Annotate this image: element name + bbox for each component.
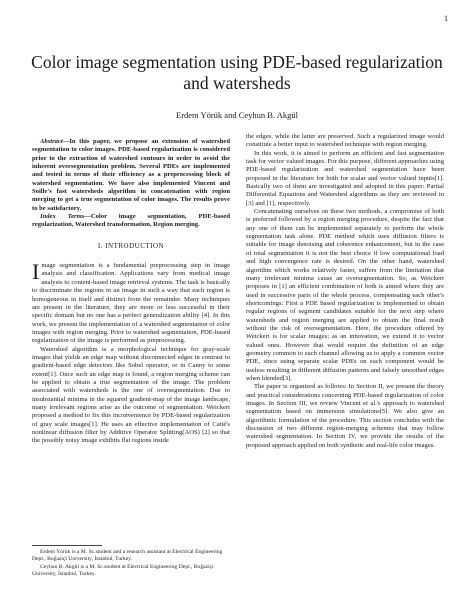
footnote-divider: [32, 545, 102, 546]
index-terms: [32, 213, 230, 230]
footnote: Erdem Yörük is a M. Sc.student and a research assistant at Electrical Engineering Dept., Boğaziçi University, İstanbul, Turkey.: [32, 549, 223, 562]
body-paragraph: Concatenating ourselves on these two methods, a compromise of both is preferred followed by a region merging procedure, despite the fact that any one of them can be implemented separately to perform the whole segmentation task alone. PDE method which uses diffusion filters is suitable for image denoising and coherence enhancement, but in the case of total segmentation it is not the best choice if low computational load and high convergence rate is desired. On the other hand, watershed algorithm which works relatively faster, suffers from the limitation that many irrelevant minima cause an oversegmentation. So, as Weickert proposes in [1] an efficient combination of both is aimed where they are used in successive parts of the whole process, compensating each other's shortcomings: First a PDE based regularization is implemented to obtain regular regions of segment candidates suitable for the next step where watersheds and region merging are applied to obtain the final result without the risk of oversegmentation. Here, the procedure offered by Weickert is for scalar images; as an innovation, we extend it to vector valued ones. However that would require the definition of an edge geometry common to each channel allowing us to apply a common vector PDE, since using separate scalar PDEs on each component would be useless resulting in different diffusion patterns and falsely smoothed edges when blended[3].: [246, 208, 444, 382]
body-paragraph: Watershed algorithm is a morphological technique for gray-scale images that yields an edge map without disconnected edges in contrast to gradient-based edge detectors like Sobel operator, or in Canny to some extent[1]. Once such an edge map is found, a region merging scheme can be applied to obtain a true segmentation of the image. The problem associated with watersheds is the one of oversegmentation. Due to insubstantial minima in the squared gradient-map of the image landscape, many irrelevant regions arise as the outcome of segmentation. Weickert proposed a method to fix this inconvenience by PDE-based regularization of gray scale images[1]. He uses an effective implementation of Catté's nonlinear diffusion filter by Additive Operator Splitting(AOS) [2] so that the possibly noisy image exhibits flat regions inside: [32, 345, 230, 445]
abstract-label: Abstract: [40, 138, 63, 145]
abstract: [32, 138, 230, 213]
index-terms-label: Index Terms: [40, 213, 85, 221]
body-paragraph: the edges, while the latter are preserved. Such a regularized image would constitute a better input to watershed technique with region merging.: [246, 133, 444, 149]
section-heading-introduction: I. INTRODUCTION: [97, 241, 165, 250]
authors: Erdem Yörük and Ceyhun B. Akgül: [176, 110, 298, 120]
body-paragraph: The paper is organized as follows: In Section II, we present the theory and practical considerations concerning PDE-based regularization of color images. In Section III, we review Vincent et al.'s approach to watershed segmentation based on immersion simulations[5]. We also give an algorithmic formulation of the procedure. This section concludes with the discussion of two different region-merging schemes that may follow watershed segmentation. In Section IV, we provide the results of the proposed approach applied on both synthetic and real-life color images.: [246, 383, 444, 449]
left-column: [32, 138, 230, 582]
footnotes: [32, 549, 230, 579]
right-column: [246, 133, 444, 591]
body-paragraph: In this work, it is aimed to perform an efficient and fast segmentation task for vector valued images. For this purpose, different approaches using PDE-based regularization and watershed segmentation have been proposed in the literature for both for scalar and vector valued inputs[1]. Basically two of them are investigated and adopted in this paper: Partial Differential Equations and Watershed algorithms as they are reviewed in [3] and [1], respectively.: [246, 149, 444, 207]
footnote: Ceyhun B. Akgül is a M. Sc.student at Electrical Engineering Dept., Boğaziçi University, İstanbul, Turkey.: [32, 564, 214, 577]
intro-paragraph: [32, 259, 230, 345]
intro-paragraph-text: mage segmentation is a fundamental preprocessing step in image analysis and classification. Applications vary from medical image analysis to content-based image retrieval systems. The task is basically to discriminate the regions in an image in such a way that each region is homogeneous in itself and distinct from the remainder. Many techniques are present in the literature, they are more or less successful in their specific domain but no one has a perfect generalization ability [4]. In this work, we present the implementation of a watershed segmentation of color images with region merging. Prior to watershed segmentation, PDE-based regularization of the image is performed as preprocessing.: [32, 262, 230, 345]
drop-cap: I: [32, 259, 40, 285]
index-terms-text: —Color image segmentation, PDE-based regularization, Watershed transformation, Region merging.: [32, 213, 230, 229]
abstract-text: —In this paper, we propose an extension of watershed segmentation to color images. PDE-based regularization is considered prior to the extraction of watershed contours in order to avoid the inherent oversegmentation problem. Several PDEs are implemented and tested in terms of their efficiency as a preprocessing block of watershed segmentation. We have also implemented Vincent and Soille's fast watersheds algorithm in concatenation with region merging to get a true segmentation of color images. The results prove to be satisfactory.: [32, 138, 230, 212]
page-number: 1: [444, 14, 448, 23]
paper-title: Color image segmentation using PDE-based regularization and watersheds: [31, 52, 443, 93]
